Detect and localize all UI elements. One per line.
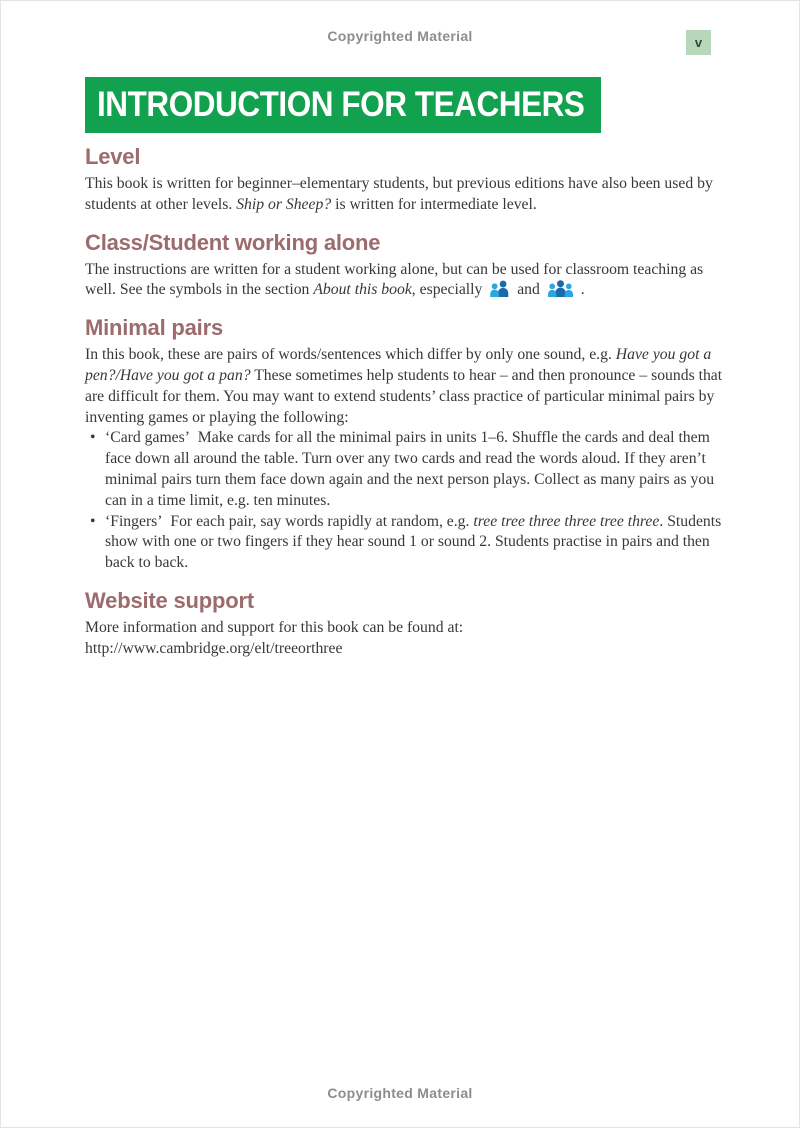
text-run: ‘Card games’ Make cards for all the minimal pairs in units 1–6. Shuffle the cards and deal them face down all around the table. Turn over any two cards and read the words aloud. If they aren’t minimal pairs turn them face down again and the next person plays. Collect as many pairs as you can in a time limit, e.g. ten minutes. — [105, 429, 715, 509]
paragraph — [85, 174, 725, 216]
bullet-item — [85, 512, 725, 574]
italic-text: Ship or Sheep? — [236, 195, 332, 213]
section — [85, 230, 725, 302]
italic-text: tree tree three three tree three — [473, 512, 660, 530]
text-run: ‘Fingers’ For each pair, say words rapidly at random, e.g. — [105, 512, 474, 530]
text-run: and — [513, 281, 544, 299]
italic-text: Have you got a pen?/Have you got a pan? — [85, 346, 712, 384]
section — [85, 144, 725, 216]
copyright-notice-bottom: Copyrighted Material — [327, 1085, 473, 1101]
paragraph — [85, 260, 725, 302]
people-trio-icon — [546, 280, 575, 297]
text-run: More information and support for this book can be found at: — [85, 618, 464, 636]
text-run: These sometimes help students to hear – and then pronounce – sounds that are difficult for them. You may want to extend students’ class practice of particular minimal pairs by inventing games or playing the following: — [85, 366, 723, 426]
text-run: . Students show with one or two fingers if they hear sound 1 or sound 2. Students practise in pairs and then back to back. — [105, 512, 722, 572]
section-heading: Class/Student working alone — [85, 229, 381, 255]
section — [85, 588, 725, 660]
text-run: The instructions are written for a student working alone, but can be used for classroom teaching as well. See the symbols in the section — [85, 260, 704, 299]
page-number-badge: v — [686, 30, 711, 55]
copyright-notice-top: Copyrighted Material — [327, 28, 473, 44]
section-heading: Website support — [85, 587, 254, 613]
chapter-title: INTRODUCTION FOR TEACHERS — [97, 85, 585, 124]
text-run: is written for intermediate level. — [331, 195, 537, 213]
section-heading: Level — [85, 144, 141, 169]
section-heading: Minimal pairs — [85, 315, 223, 341]
text-run: This book is written for beginner–elementary students, but previous editions have also been used by students at other levels. — [85, 175, 713, 213]
chapter-title-banner — [85, 77, 601, 133]
bullet-item — [85, 428, 725, 511]
section — [85, 315, 725, 574]
text-run: . — [576, 281, 585, 299]
paragraph — [85, 345, 725, 428]
bullet-list — [85, 428, 725, 574]
paragraph — [85, 618, 725, 660]
text-run: , especially — [411, 281, 487, 299]
page-content — [85, 144, 725, 674]
italic-text: About this book — [313, 281, 412, 299]
text-run: In this book, these are pairs of words/sentences which differ by only one sound, e.g. — [85, 346, 616, 364]
text-run: http://www.cambridge.org/elt/treeorthree — [85, 639, 343, 657]
people-pair-icon — [488, 280, 511, 297]
